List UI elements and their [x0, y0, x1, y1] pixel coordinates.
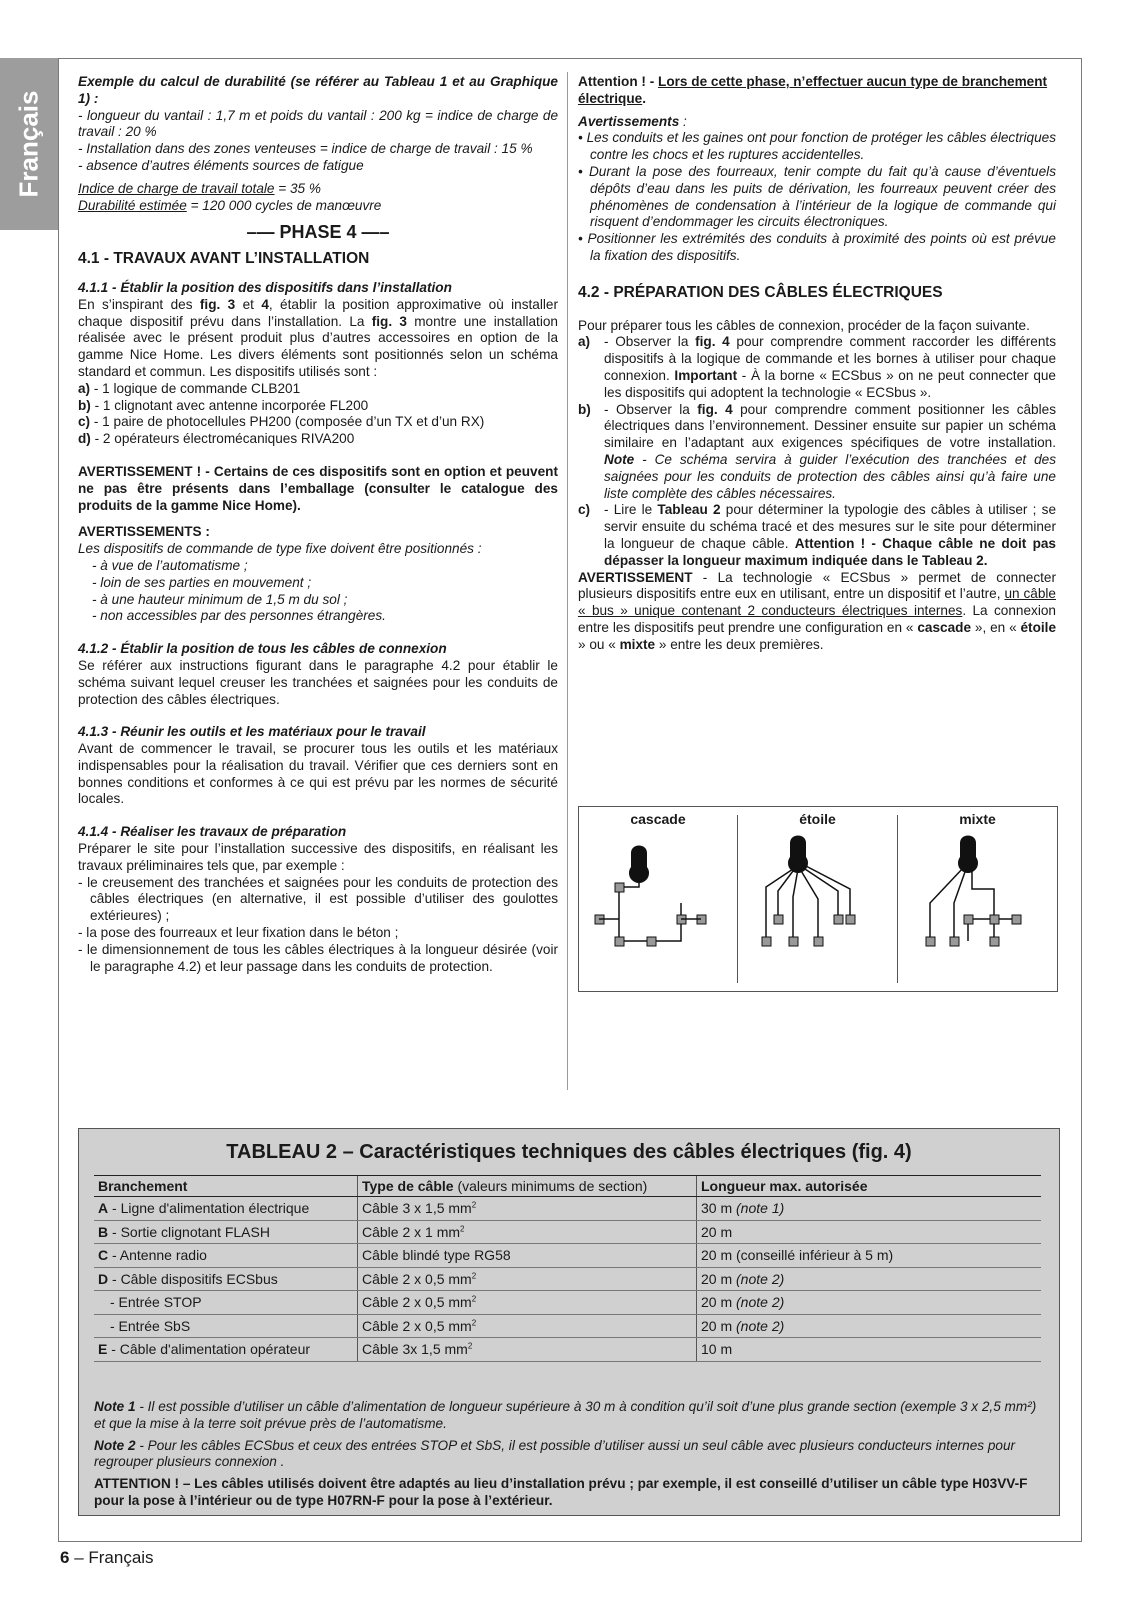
section-4-1-1-text: En s’inspirant des fig. 3 et 4, établir la position approximative où installer chaque dispositif prévu dans l’installation. La fig. 3 montre une installation réalisée avec le présent produit plus d’autres accessoires en option de la gamme Nice Home. Les divers éléments sont positionnés selon un schéma standard et commun. Les dispositifs utilisés sont : [78, 296, 558, 379]
section-4-2-intro: Pour préparer tous les câbles de connexion, procéder de la façon suivante. [578, 317, 1030, 333]
cell-branchement: - Entrée SbS [94, 1314, 358, 1338]
table-row [94, 1267, 1041, 1291]
table-header-row [94, 1176, 1041, 1197]
avertissements-item: - non accessibles par des personnes étrangères. [92, 608, 386, 624]
cell-type: Câble 3 x 1,5 $mm^2$ [358, 1197, 697, 1221]
cell-longueur: 20 m [697, 1220, 1042, 1244]
device-node [762, 937, 771, 946]
cell-branchement: E - Câble d'alimentation opérateur [94, 1338, 358, 1362]
cell-longueur: 20 m (conseillé inférieur à 5 m) [697, 1244, 1042, 1268]
mixed-lines [930, 867, 1016, 941]
page-footer [60, 1548, 154, 1568]
avertissements-bullet: • Positionner les extrémités des conduits à proximité des points où est prévue la fixation des dispositifs. [578, 231, 1056, 263]
step-b: b) - Observer la fig. 4 pour comprendre comment positionner les câbles électriques dans l’environnement. Dessiner ensuite sur papier un schéma similaire en l’adaptant aux exigences spécifiques de votre installation. Note - Ce schéma servira à guider l’exécution des tranchées et des saignées pour les conduits de protection des câbles ainsi qu’à faire une liste complète des câbles nécessaires. [578, 401, 1056, 501]
cell-branchement: - Entrée STOP [94, 1291, 358, 1315]
table-row [94, 1314, 1041, 1338]
diagram-cascade [579, 807, 737, 991]
etoile-topology [738, 807, 897, 991]
language-tab-label: Français [13, 90, 44, 198]
example-line: - absence d’autres éléments sources de fatigue [78, 157, 364, 173]
avertissements-item: - loin de ses parties en mouvement ; [92, 574, 312, 590]
diagram-label-cascade: cascade [630, 811, 686, 827]
avertissements-item: - à vue de l’automatisme ; [92, 557, 248, 573]
device-node [814, 937, 823, 946]
cell-longueur: 20 m (note 2) [697, 1314, 1042, 1338]
preparation-item: - le dimensionnement de tous les câbles électriques à la longueur désirée (voir le paragraphe 4.2) et leur passage dans les conduits de protection. [78, 941, 558, 974]
device-node [950, 937, 959, 946]
table-attention: ATTENTION ! – Les câbles utilisés doivent être adaptés au lieu d’installation prévu ; par exemple, il est conseillé d’utiliser un câble type H03VV-F pour la pose à l’intérieur ou de type H07RN-F pour la pose à l’extérieur. [94, 1476, 1028, 1508]
section-4-2-title: 4.2 - PRÉPARATION DES CÂBLES ÉLECTRIQUES [578, 283, 943, 301]
phase-title: –— PHASE 4 —– [246, 222, 390, 243]
section-4-1-title: 4.1 - TRAVAUX AVANT L’INSTALLATION [78, 250, 370, 268]
device-node [615, 937, 624, 946]
header-branchement: Branchement [94, 1176, 358, 1197]
left-column [78, 74, 558, 975]
table-2-title: TABLEAU 2 – Caractéristiques techniques des câbles électriques (fig. 4) [226, 1141, 912, 1163]
example-line: - Installation dans des zones venteuses = indice de charge de travail : 15 % [78, 141, 533, 157]
cell-type: Câble 3x 1,5 $mm^2$ [358, 1338, 697, 1362]
indice-line: Indice de charge de travail totale = 35 % [78, 180, 321, 196]
mixte-topology [898, 807, 1057, 991]
star-lines [766, 865, 850, 941]
note-2: Note 2 - Pour les câbles ECSbus et ceux des entrées STOP et SbS, il est possible d’utiliser aussi un seul câble avec plusieurs conducteurs internes pour regrouper plusieurs connexion . [94, 1437, 1016, 1470]
cell-longueur: 20 m (note 2) [697, 1267, 1042, 1291]
cell-type: Câble 2 x 0,5 $mm^2$ [358, 1314, 697, 1338]
durabilite-line: Durabilité estimée = 120 000 cycles de manœuvre [78, 197, 382, 213]
note-1: Note 1 - Il est possible d’utiliser un câble d’alimentation de longueur supérieure à 30 m à condition qu’il soit d’une plus grande section (exemple 3 x 2,5 mm²) et que la mise à la terre soit prévue près de l’automatisme. [94, 1399, 1037, 1431]
step-c: c) - Lire le Tableau 2 pour déterminer la typologie des câbles à utiliser ; se servir ensuite du schéma tracé et des mesures sur le site pour déterminer la longueur de chaque câble. Attention ! - Chaque câble ne doit pas dépasser la longueur maximum indiquée dans le Tableau 2. [578, 502, 1056, 568]
cell-longueur: 20 m (note 2) [697, 1291, 1042, 1315]
cell-longueur: 30 m (note 1) [697, 1197, 1042, 1221]
cell-branchement: A - Ligne d'alimentation électrique [94, 1197, 358, 1221]
section-4-1-4-title: 4.1.4 - Réaliser les travaux de préparation [78, 824, 347, 840]
step-a: a) - Observer la fig. 4 pour comprendre comment raccorder les différents dispositifs à la logique de commande et les bornes à utiliser pour chaque connexion. Important - À la borne « ECSbus » on ne peut connecter que les dispositifs qui adoptent la technologie « ECSbus ». [578, 334, 1056, 400]
cell-type: Câble 2 x 0,5 $mm^2$ [358, 1267, 697, 1291]
device-node [964, 915, 973, 924]
control-unit-icon [958, 836, 978, 874]
device-node [834, 915, 843, 924]
avertissements-intro: Les dispositifs de commande de type fixe doivent être positionnés : [78, 541, 482, 557]
section-4-1-4-text: Préparer le site pour l’installation successive des dispositifs, en réalisant les travaux préliminaires tels que, par exemple : [78, 841, 558, 873]
table-row [94, 1338, 1041, 1362]
cell-branchement: D - Câble dispositifs ECSbus [94, 1267, 358, 1291]
language-tab [0, 58, 58, 230]
example-line: - longueur du vantail : 1,7 m et poids du vantail : 200 kg = indice de charge de travail : 20 % [78, 107, 558, 140]
avertissements-bullet: • Durant la pose des fourreaux, tenir compte du fait qu’à cause d’éventuels dépôts d’eau dans les puits de dérivation, les fourreaux peuvent créer des phénomènes de condensation à l’intérieur de la logique de commande qui risquent d’endommager les circuits électroniques. [578, 163, 1056, 230]
table-2-box [78, 1128, 1060, 1516]
header-longueur: Longueur max. autorisée [697, 1176, 1042, 1197]
example-title: Exemple du calcul de durabilité (se référer au Tableau 1 et au Graphique 1) : [78, 74, 558, 106]
ecsbus-warning: AVERTISSEMENT - La technologie « ECSbus » permet de connecter plusieurs dispositifs entre eux en utilisant, entre un dispositif et l’autre, un câble « bus » unique contenant 2 conducteurs électriques internes. La connexion entre les dispositifs peut prendre une configuration en « cascade », en « étoile » ou « mixte » entre les deux premières. [578, 569, 1057, 652]
diagram-label-etoile: étoile [799, 811, 836, 827]
cell-branchement: B - Sortie clignotant FLASH [94, 1220, 358, 1244]
warning-options: AVERTISSEMENT ! - Certains de ces dispositifs sont en option et peuvent ne pas être présents dans l’emballage (consulter le catalogue des produits de la gamme Nice Home). [78, 463, 558, 513]
footer-language: – Français [69, 1548, 154, 1567]
header-type: Type de câble (valeurs minimums de section) [358, 1176, 697, 1197]
preparation-item: - la pose des fourreaux et leur fixation dans le béton ; [78, 925, 399, 941]
device-node [846, 915, 855, 924]
section-4-1-2-title: 4.1.2 - Établir la position de tous les câbles de connexion [78, 641, 447, 657]
connection-diagrams [578, 806, 1058, 992]
device-item: d) - 2 opérateurs électromécaniques RIVA200 [78, 431, 355, 447]
table-row [94, 1244, 1041, 1268]
device-node [990, 915, 999, 924]
device-node [926, 937, 935, 946]
cell-type: Câble blindé type RG58 [358, 1244, 697, 1268]
cell-branchement: C - Antenne radio [94, 1244, 358, 1268]
device-node [789, 937, 798, 946]
device-node [774, 915, 783, 924]
table-row [94, 1197, 1041, 1221]
section-4-1-3-text: Avant de commencer le travail, se procurer tous les outils et les matériaux indispensables pour la réalisation du travail. Vérifier que ces derniers sont en bonnes conditions et conformes à ce qui est prévu par les normes de sécurité locales. [78, 741, 558, 807]
device-item: a) - 1 logique de commande CLB201 [78, 380, 301, 396]
section-4-1-2-text: Se référer aux instructions figurant dans le paragraphe 4.2 pour établir le schéma suivant lequel creuser les tranchées et saignées pour les conduits de protection des câbles électriques. [78, 657, 558, 707]
page-number: 6 [60, 1548, 70, 1567]
avertissements-title: AVERTISSEMENTS : [78, 524, 210, 540]
table-row [94, 1220, 1041, 1244]
device-node [615, 883, 624, 892]
preparation-item: - le creusement des tranchées et saignées pour les conduits de protection des câbles électriques (en alternative, il est possible d’utiliser des goulottes extérieures) ; [78, 874, 558, 924]
attention-no-connection: Attention ! - Lors de cette phase, n’effectuer aucun type de branchement électrique. [578, 74, 1048, 106]
section-4-1-3-title: 4.1.3 - Réunir les outils et les matériaux pour le travail [78, 724, 426, 740]
avertissements-bullet: • Les conduits et les gaines ont pour fonction de protéger les câbles électriques contre les chocs et les ruptures accidentelles. [578, 130, 1056, 163]
device-node [1012, 915, 1021, 924]
cascade-topology [579, 807, 737, 991]
device-item: c) - 1 paire de photocellules PH200 (composée d’un TX et d’un RX) [78, 414, 485, 430]
control-unit-icon [788, 836, 808, 874]
table-row [94, 1291, 1041, 1315]
section-4-1-1-title: 4.1.1 - Établir la position des dispositifs dans l’installation [78, 279, 452, 295]
diagram-etoile [738, 807, 897, 991]
cell-longueur: 10 m [697, 1338, 1042, 1362]
cable-table [94, 1175, 1041, 1362]
cell-type: Câble 2 x 1 $mm^2$ [358, 1220, 697, 1244]
device-node [990, 937, 999, 946]
device-item: b) - 1 clignotant avec antenne incorporée FL200 [78, 397, 369, 413]
column-divider [567, 72, 568, 1090]
device-node [647, 937, 656, 946]
cell-type: Câble 2 x 0,5 $mm^2$ [358, 1291, 697, 1315]
diagram-mixte [898, 807, 1057, 991]
avertissements-heading: Avertissements : [578, 113, 687, 129]
diagram-label-mixte: mixte [959, 811, 996, 827]
table-notes [94, 1399, 1044, 1515]
bus-line [619, 875, 681, 941]
right-column [578, 74, 1056, 654]
avertissements-item: - à une hauteur minimum de 1,5 m du sol ; [92, 591, 348, 607]
